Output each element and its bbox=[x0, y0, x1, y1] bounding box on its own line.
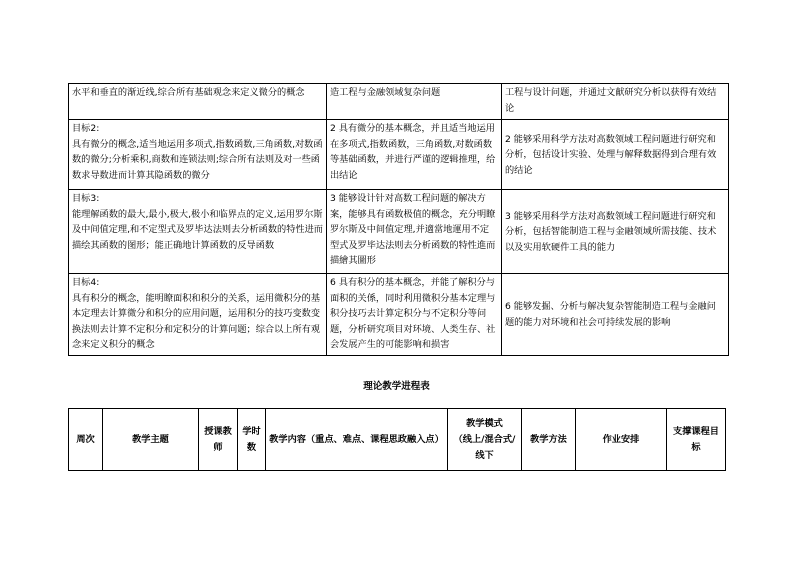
ability-cell: 工程与设计问题，并通过文献研究分析以获得有效结论 bbox=[502, 84, 729, 120]
header-homework: 作业安排 bbox=[576, 409, 667, 471]
objectives-table bbox=[68, 83, 729, 356]
requirement-cell: 6 具有积分的基本概念，并能了解积分与面积的关係，同时利用微积分基本定理与积分技巧去计算定积分与不定积分等问题，分析研究项目对环境、人类生存、社会发展产生的可能影响和损害 bbox=[327, 274, 502, 356]
header-row bbox=[69, 409, 726, 471]
requirement-cell: 3 能够设计针对高数工程问题的解决方案，能够具有函数极值的概念，充分明瞭罗尔斯及中间值定理,并適當地運用不定型式及罗毕达法则去分析函数的特性進而描繪其圖形 bbox=[327, 190, 502, 274]
table-row bbox=[69, 120, 729, 190]
header-teacher: 授课教师 bbox=[199, 409, 238, 471]
header-objective: 支撑课程目标 bbox=[667, 409, 726, 471]
objective-cell: 目标2: 具有微分的概念,适当地运用多项式,指数函数,三角函数,对数函数的微分;分析乘积,商数和连锁法则;综合所有法则及对一些函数求导数进而计算其隐函数的微分 bbox=[69, 120, 327, 190]
teaching-progress-table bbox=[68, 408, 726, 471]
objective-cell: 目标3: 能理解函数的最大,最小,极大,极小和临界点的定义,运用罗尔斯及中间值定理,和不定型式及罗毕达法则去分析函数的特性进而描绘其函数的图形；能正确地计算函数的反导函数 bbox=[69, 190, 327, 274]
requirement-cell: 造工程与金融领域复杂问题 bbox=[327, 84, 502, 120]
section-title: 理论教学进程表 bbox=[363, 381, 430, 392]
header-hours: 学时数 bbox=[238, 409, 266, 471]
header-mode: 教学模式 （线上/混合式/线下 bbox=[448, 409, 522, 471]
requirement-cell: 2 具有微分的基本概念，并且适当地运用在多项式,指数函数，三角函数,对数函数等基础函数，并进行严谨的逻辑推理，给出结论 bbox=[327, 120, 502, 190]
header-week: 周次 bbox=[69, 409, 103, 471]
table-row bbox=[69, 190, 729, 274]
ability-cell: 2 能够采用科学方法对高数领域工程问题进行研究和分析，包括设计实验、处理与解释数据得到合理有效的结论 bbox=[502, 120, 729, 190]
objective-cell: 目标4: 具有积分的概念，能明瞭面积和积分的关系，运用微积分的基本定理去计算微分和积分的应用问题，运用积分的技巧变数变换法则去计算不定积分和定积分的计算问题；综合以上所有观念来定义积分的概念 bbox=[69, 274, 327, 356]
objective-cell: 水平和垂直的渐近线,综合所有基础观念来定义微分的概念 bbox=[69, 84, 327, 120]
table-row bbox=[69, 84, 729, 120]
header-method: 教学方法 bbox=[522, 409, 576, 471]
header-content: 教学内容（重点、难点、课程思政融入点） bbox=[266, 409, 448, 471]
header-topic: 教学主题 bbox=[103, 409, 199, 471]
table-row bbox=[69, 274, 729, 356]
ability-cell: 6 能够发掘、分析与解决复杂智能制造工程与金融问题的能力对环境和社会可持续发展的影响 bbox=[502, 274, 729, 356]
ability-cell: 3 能够采用科学方法对高数领域工程问题进行研究和分析，包括智能制造工程与金融领域所需技能、技术以及实用软硬件工具的能力 bbox=[502, 190, 729, 274]
